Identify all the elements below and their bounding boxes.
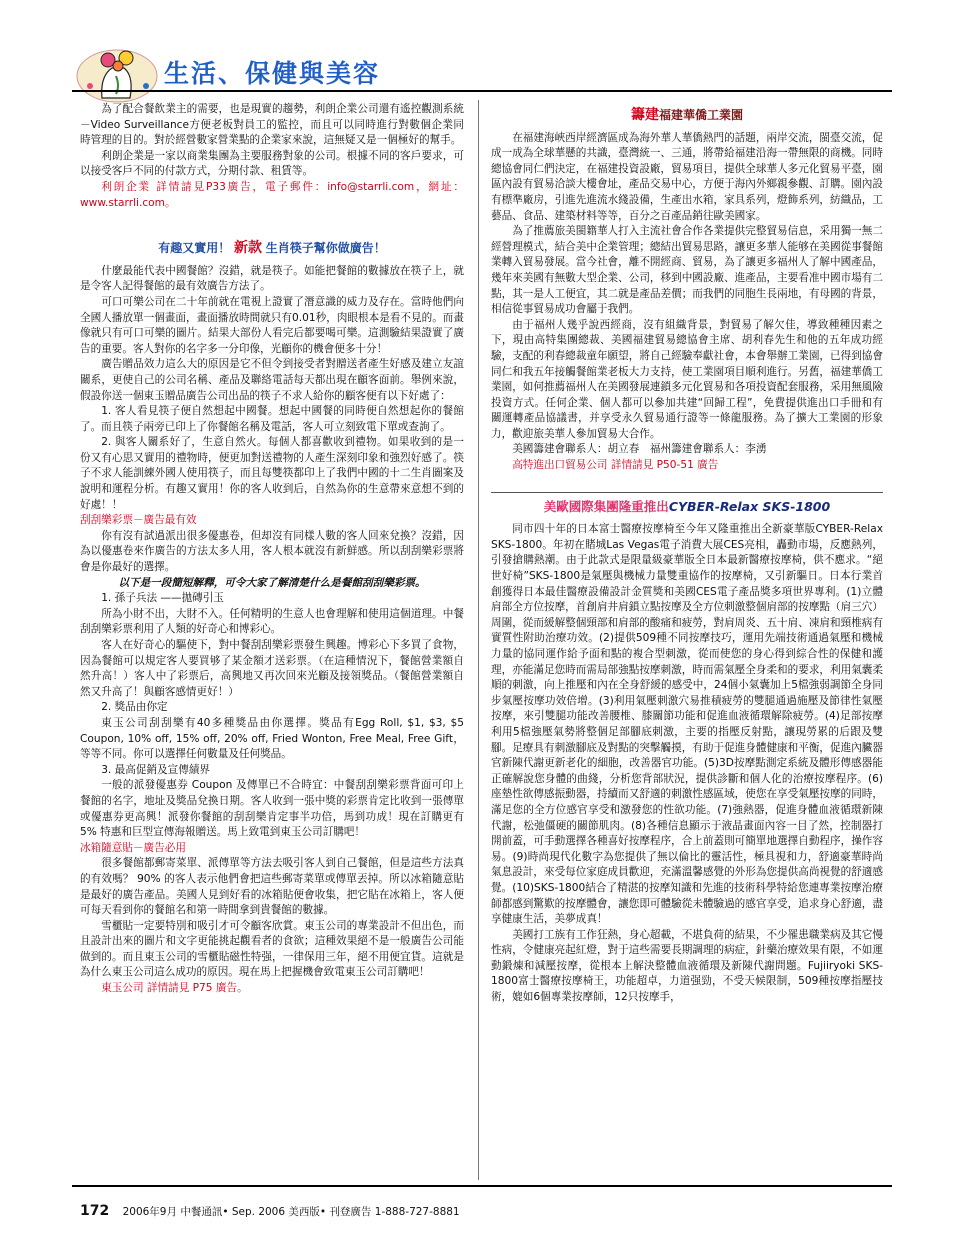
- list-item: 一般的派發優惠券 Coupon 及傳單已不合時宜：中餐刮刮樂彩票背面可印上餐館的名字，地址及獎品兌換日期。客人收到一張中獎的彩票肯定比收到一張傳單或優惠券更高興！派發你餐館的刮刮樂肯定事半功倍，馬到功成！現在訂購更有5% 特惠和巨型宣傳海報贈送。馬上致電到東玉公司訂購吧！: [80, 779, 464, 839]
- footer-magazine: 中餐通訊: [180, 1206, 223, 1218]
- body-paragraph: 什麼最能代表中國餐館？沒錯，就是筷子。如能把餐館的數據放在筷子上，就是令客人記得餐館的最有效廣告方法了。: [80, 264, 464, 293]
- intro-paragraph: 利朗企業是一家以商業集團為主要服務對象的公司。根據不同的客戶要求，可以接受客戶不同的付款方式，分期付款、租賃等。: [80, 149, 464, 178]
- article-title-massage-chair: 美歐國際集團隆重推出CYBER-Relax SKS-1800: [543, 498, 831, 514]
- page-footer: 172 2006年9月 中餐通訊• Sep. 2006 美西版• 刊登廣告 1-888-727-8881: [80, 1203, 460, 1219]
- body-paragraph: 美國打工族有工作狂熱，身心超載，不堪負荷的結果，不少罹患職業病及其它慢性病，令健康亮起紅燈，對于這些需要長期調理的病症，針藥治療效果有限，不如運動鍛煉和減壓按摩，從根本上解決整體血液循環及新陳代謝問題。Fujiiryoki SKS-1800富士醫療按摩椅王，功能超卓，力道强勁，不受天候限制，509種按摩指壓技術，媲如6個專業按摩師，12只按摩手，: [491, 928, 883, 1004]
- footer-date: 2006年9月: [122, 1206, 177, 1218]
- footer-label: 刊登廣告: [329, 1206, 372, 1218]
- article-ad-ref: 高特進出口貿易公司 詳情請見 P50-51 廣告: [512, 459, 719, 472]
- body-paragraph: 為了推薦旅美閩籍華人打入主流社會合作各業提供完整貿易信息，采用獨一無二經營理模式，結合美中企業管理；總結出貿易思路，讓更多華人能够在美國從事餐館業轉入貿易發展。當今社會，離不開經商、貿易，為了讓更多福州人了解中國產品，幾年來美國有無數大型企業、公司，移到中國設廠、進產品，主要看准中國市場有二點，其一是人工便宜，其二就是產品差價；而我們的同胞生長兩地，有母國的背景，相信從事貿易成功會屬于我們。: [491, 225, 883, 316]
- list-item: 2. 獎品由你定: [101, 701, 168, 714]
- body-paragraph: 在福建海峽西岸經濟區成為海外華人華僑熱門的話題，兩岸交流，閩臺交流，促成一成為全球華懸的共識，臺灣統一、三通，將帶給福建沿海一帶無限的商機。同時總協會同仁們決定，在福建投資設廠，貿易項目，提供全球華人多元化貿易平臺，園區內設有貿易洽談大樓會址，產品交易中心，方便于海內外鄉親參觀、訂購。園內設有標準廠房，引進先進流水綫設備，生產出水箱，家具系列，燈飾系列，紡織品，工藝品、食品、建築材料等等，百分之百產品銷往歐美國家。: [491, 131, 883, 222]
- emphasis-line: 以下是一段簡短解釋，可令大家了解清楚什么是餐館刮刮樂彩票。: [118, 576, 426, 589]
- article-title-industrial-park: 籌建福建華僑工業園: [630, 107, 743, 123]
- list-item: 3. 最高促銷及宣傳績界: [101, 763, 211, 776]
- body-paragraph: 雪櫃貼一定要特別和吸引才可令顧客欣賞。東玉公司的專業設計不但出色，而且設計出來的圖片和文字更能挑起觀看者的食欲；這種效果絕不是一般廣告公司能做到的。而且東玉公司的雪櫃貼磁性特强，一律保用三年，絕不用便宜貨。這就是為什么東玉公司這么成功的原因。現在馬上把握機會致電東玉公司訂購吧！: [80, 919, 464, 979]
- column-divider: [478, 100, 479, 1180]
- list-item: 東玉公司刮刮樂有40多種獎品由你選擇。獎品有Egg Roll, $1, $3, $5 Coupon, 10% off, 15% off, 20% off, Fried Wonton, Free Meal, Free Gift，等等不同。你可以選擇任何數量及任何獎品。: [80, 716, 464, 761]
- intro-paragraph: 為了配合餐飲業主的需要，也是現實的趨勢，利朗企業公司還有遙控觀測系統－Video Surveillance方便老板對員工的監控，而且可以同時進行對數個企業同時管理的目的。對於經營數家營業點的企業家來說，這無疑又是一個極好的幫手。: [80, 103, 464, 147]
- footer-edition: 美西版: [288, 1206, 320, 1218]
- left-column: [80, 102, 464, 997]
- body-paragraph: 可口可樂公司在二十年前就在電視上證實了潛意識的威力及存在。當時他們向全國人播放單一個畫面，畫面播放時間就只有0.01秒，肉眼根本是看不見的。而畫像就只有可口可樂的圖片。結果大部份人看完后都要喝可樂。這測驗結果證實了廣告的重要。客人對你的名字多一分印像，光顧你的機會便多十分！: [80, 295, 464, 355]
- list-item: 1. 孫子兵法 ——拋磚引玉: [101, 592, 224, 605]
- list-item: 客人在好奇心的驅使下，對中餐刮刮樂彩票發生興趣。博彩心下多買了食物，因為餐館可以規定客人要買够了某金額才送彩票。（在這種情況下，餐館營業額自然升高！）客人中了彩票后，高興地又再次回來光顧及接領獎品。（餐館營業額自然又升高了！與顧客感情更好！）: [80, 639, 464, 698]
- page-header: [72, 46, 892, 106]
- body-paragraph: 由于福州人幾乎說西經商，沒有組織背景，對貿易了解欠佳，導致種種因素之下，現由高特集團總裁、美國福建貿易總協會主席、胡利春先生和他的五年成功經驗，支配的利春總裁童年願望，將自己經驗奉獻社會，本會舉辦工業園，已得到協會同仁和我五年接觸餐館業老板大力支持，使工業園項目順利進行。另舊，福建華僑工業園，如何推薦福州人在美國發展連鎖多元化貿易和各項投資配套服務，采用無風險投資方式。任何企業、個人都可以參加共建“回歸工程”，免費提供進出口手冊和有關運轉產品協議書，并享受永久貿易通行證等一條龍服務。為了擴大工業園的形象力，歡迎旅美華人參加貿易大合作。: [491, 318, 883, 440]
- vase-flowers-icon: [72, 46, 162, 106]
- footer-date-en: Sep. 2006: [231, 1206, 286, 1218]
- body-paragraph: 很多餐館都郵寄菜單、派傳單等方法去吸引客人到自己餐館，但是這些方法真的有效嗎？ 90% 的客人表示他們會把這些郵寄菜單或傳單丟掉。所以冰箱隨意貼是最好的廣告產品。美國人見到好看的冰箱貼便會收集，把它貼在冰箱上，客人便可每天看到你的餐館名和第一時間拿到貴餐館的數據。: [80, 857, 464, 917]
- contact-people: 美國籌建會聯系人：胡立春 福州籌建會聯系人：李湧: [512, 443, 767, 456]
- section-title: 生活、保健與美容: [164, 59, 381, 88]
- subheading-lottery: 刮刮樂彩票－廣告最有效: [80, 514, 197, 527]
- article-contact: 東玉公司 詳情請見 P75 廣告。: [101, 982, 248, 995]
- list-item: 所為小財不出，大財不入。任何精明的生意人也會理解和使用這個道理。中餐刮刮樂彩票利用了人類的好奇心和博彩心。: [80, 607, 464, 636]
- page-number: 172: [80, 1203, 110, 1219]
- intro-contact: 利朗企業 詳情請見P33廣告，電子郵件：info@starrli.com，網址：www.starrli.com。: [80, 180, 464, 209]
- body-paragraph: 1. 客人看見筷子便自然想起中國餐。想起中國餐的同時便自然想起你的餐館了。而且筷子兩旁已印上了你餐館名稱及電話，客人可立刻致電下單或查詢了。: [80, 405, 464, 433]
- subheading-fridge-magnet: 冰箱隨意貼－廣告必用: [80, 841, 186, 854]
- article-separator: [491, 492, 883, 493]
- body-paragraph: 同市四十年的日本富士醫療按摩椅至今年又隆重推出全新豪華版CYBER-Relax SKS-1800。年初在賭城Las Vegas電子消費大展CES亮相，轟動市場，反應熱列，引發搶購熱潮。由于此款式是限量級豪華版全日本最新醫療按摩椅，供不應求。“絕世好椅”SKS-1800是氣壓與機械力量雙重協作的按摩椅，又引新驅日。日本行業首創獲得日本最佳醫療設備設計金質獎和美國CES電子產品獎多項世界專利。(1)立體肩部全方位按摩，首創肩井肩鎖立點按摩及全方位刺激整個肩部的按摩點（肩三穴）周圍，從而緩解整個頸部和肩部的酸痛和疲勞，對肩周炎、五十肩、凍肩和頸椎病有實質性附助治療功效。(2)提供509種不同按摩技巧，運用先端技術通過氣壓和機械力量的協同運作給予面和點的複合型刺激，從而使您的身心得到綜合性的保健和護理，亦能滿足您時而需局部強點按摩刺激，時而需氣壓全身柔和的要求，利用氣囊柔順的刺激，向上推壓和內在全身舒緩的感受中，24個小氣囊加上5檔強弱調節全身同步氣壓按摩功效倍增。(3)利用氣壓刺激穴易推積疲勞的雙腿通過施壓及節律性氣壓按摩，來引雙腿功能改善腰椎、膝關節功能和促進血液循環解除疲勞。(4)足部按摩利用5檔強壓氣勢將整個足部腳底刺激，主要的指壓反射點，讓現勞累的后跟及雙腳。足療具有刺激腳底及對點的突擊觸摸，有助于促進身體健康和平衡，促進內臟器官新陳代謝更新老化的細胞，改善器官功能。(5)3D按摩點測定系統及體形傳感器能正確解說您身體的曲綫，分析您背部狀況，提供診斷和個人化的治療按摩程序。(6)座墊性欲傳感振動器，持續而又舒適的刺激性感區域，使您在享受氣壓按摩的同時，滿足您的全方位感官享受和激發您的性欲功能。(7)強熱器，促進身體血液循環新陳代謝，松弛僵硬的關節肌肉。(8)各種信息顯示于液晶畫面內容一目了然，控制器打開前蓋，可手動選擇各種喜好按摩程序，合上前蓋則可簡單地選擇自動程序，操作容易。(9)時尚現代化數字為您提供了無以倫比的靈活性，極具視和力，舒適豪華時尚氣息設計，來受每位家庭成員歡迎，充滿溫馨感覺的外形為您提供高尚視覺的舒適感覺。(10)SKS-1800結合了精湛的按摩知識和先進的技術科學特給您連專業按摩治療師都感到驚歎的按摩體會，讓您即可體驗從未體驗過的感官享受，追求身心舒適，盡享健康生活，美夢成真！: [491, 523, 883, 926]
- footer-rule: [72, 1185, 892, 1187]
- article-title-chopsticks: 有趣又實用！ 新款 生肖筷子幫你做廣告！: [158, 240, 386, 257]
- right-column: [491, 102, 883, 1006]
- footer-phone: 1-888-727-8881: [374, 1206, 460, 1218]
- body-paragraph: 你有沒有試過派出很多優惠卷，但却沒有同樣人數的客人回來兌換？沒錯，因為以優惠卷來作廣告的方法太多人用，客人根本就沒有新鮮感。所以刮刮樂彩票將會是你最好的選擇。: [80, 529, 464, 574]
- body-paragraph: 廣告贈品效力這么大的原因是它不但令到接受者對贈送者產生好感及建立友誼關系，更使自己的公司名稱、產品及聯絡電話每天都出現在顧客面前。舉例來說，假設你送一個東玉贈品廣告公司出品的筷子不求人給你的顧客便有以下好處了：: [80, 358, 464, 402]
- header-rule: [72, 90, 892, 92]
- body-paragraph: 2. 與客人關系好了，生意自然火。每個人都喜歡收到禮物。如果收到的是一份又有心思又實用的禮物時，便更加對送禮物的人產生深刻印象和強烈好感了。筷子不求人能訓練外國人使用筷子，而且每雙筷都印上了我們中國的十二生肖圖案及說明和運程分析。有趣又實用！你的客人收到后，自然為你的生意帶來意想不到的好處！！: [80, 436, 464, 511]
